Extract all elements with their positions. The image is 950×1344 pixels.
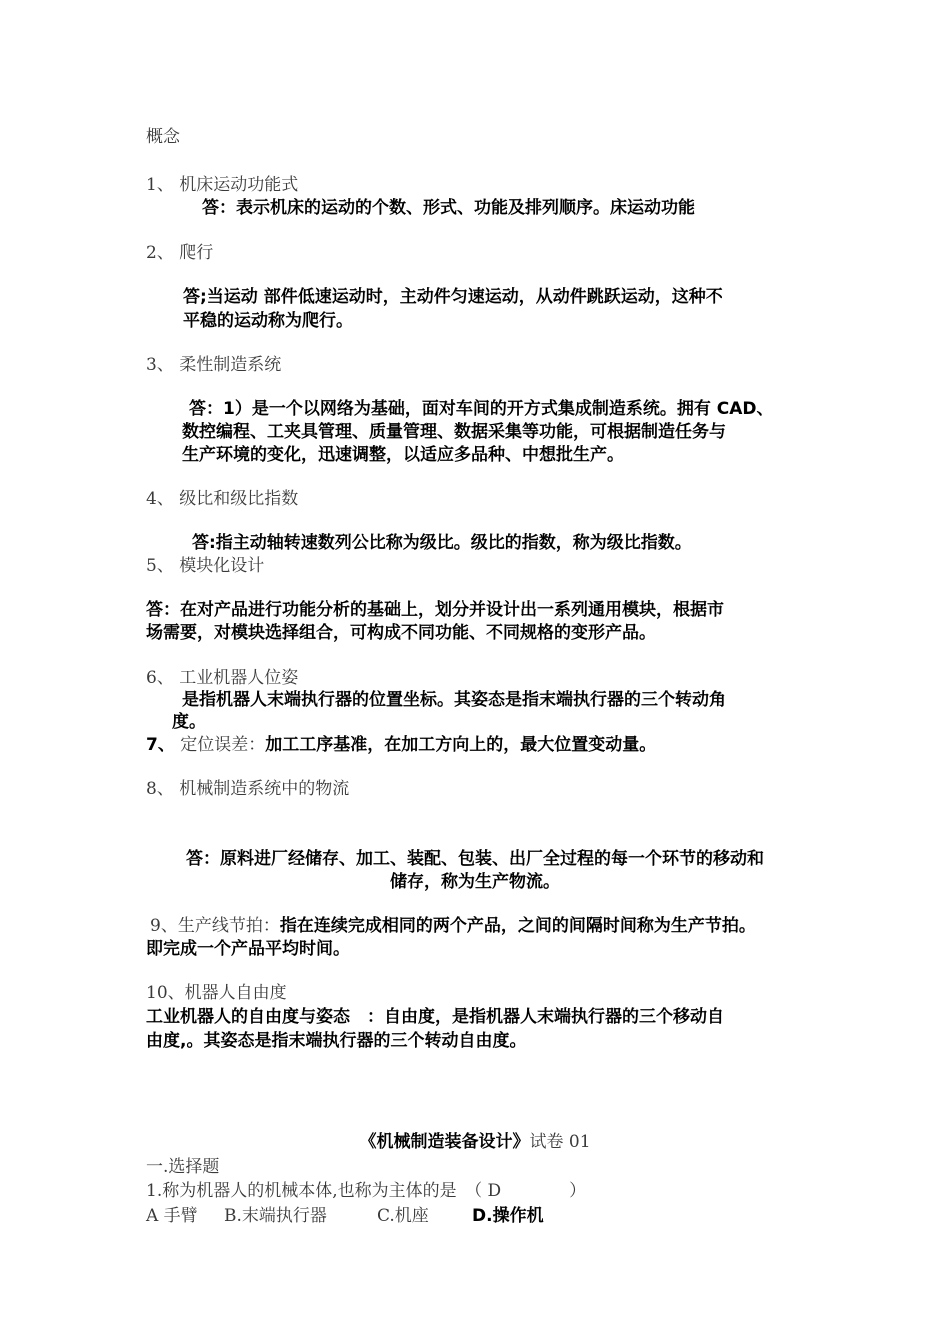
exam-title xyxy=(0,1131,950,1153)
concept-3-answer-line-3: 生产环境的变化，迅速调整，以适应多品种、中想批生产。 xyxy=(182,445,624,465)
concept-7-title: 定位误差： xyxy=(174,735,266,755)
concept-6-answer-line-2: 度。 xyxy=(172,712,206,732)
concept-4-title: 4、 级比和级比指数 xyxy=(146,489,299,509)
concept-9-line-1 xyxy=(150,915,756,937)
section-heading: 概念 xyxy=(146,127,180,147)
concept-5-answer-line-2: 场需要，对模块选择组合，可构成不同功能、不同规格的变形产品。 xyxy=(146,623,656,643)
concept-2-answer-line-2: 平稳的运动称为爬行。 xyxy=(183,311,353,331)
concept-5-answer-line-1: 答：在对产品进行功能分析的基础上，划分并设计出一系列通用模块，根据市 xyxy=(146,600,724,620)
exam-title-main: 《机械制造装备设计》 xyxy=(359,1132,530,1152)
concept-6-answer-line-1: 是指机器人末端执行器的位置坐标。其姿态是指末端执行器的三个转动角 xyxy=(182,690,726,710)
concept-10-answer-line-2: 由度,。其姿态是指末端执行器的三个转动自由度。 xyxy=(146,1031,527,1051)
concept-1-title: 1、 机床运动功能式 xyxy=(146,175,299,195)
concept-7-number: 7、 xyxy=(146,735,175,755)
concept-3-answer-line-2: 数控编程、工夹具管理、质量管理、数据采集等功能，可根据制造任务与 xyxy=(182,422,726,442)
concept-8-answer-line-1: 答：原料进厂经储存、加工、装配、包装、出厂全过程的每一个环节的移动和 xyxy=(186,849,764,869)
concept-9-title: 9、生产线节拍： xyxy=(150,916,280,936)
concept-10-title: 10、机器人自由度 xyxy=(146,983,287,1003)
concept-9-answer-line-1: 指在连续完成相同的两个产品，之间的间隔时间称为生产节拍。 xyxy=(279,916,756,936)
concept-6-title: 6、 工业机器人位姿 xyxy=(146,668,299,688)
concept-3-answer-line-1: 答：1）是一个以网络为基础，面对车间的开方式集成制造系统。拥有 CAD、 xyxy=(189,399,774,419)
concept-1-answer: 答：表示机床的运动的个数、形式、功能及排列顺序。床运动功能 xyxy=(202,198,695,218)
question-1: 1.称为机器人的机械本体,也称为主体的是 （ D ） xyxy=(146,1181,587,1201)
question-1-option-c: C.机座 xyxy=(377,1206,429,1226)
concept-8-answer-line-2: 储存，称为生产物流。 xyxy=(390,872,560,892)
concept-7 xyxy=(146,734,656,756)
concept-7-answer: 加工工序基准，在加工方向上的，最大位置变动量。 xyxy=(265,735,657,755)
exam-title-number: 试卷 01 xyxy=(529,1132,591,1152)
question-1-option-d: D.操作机 xyxy=(472,1206,544,1226)
question-1-option-a: A 手臂 xyxy=(146,1206,198,1226)
concept-9-answer-line-2: 即完成一个产品平均时间。 xyxy=(146,939,350,959)
concept-5-title: 5、 模块化设计 xyxy=(146,556,265,576)
concept-2-title: 2、 爬行 xyxy=(146,243,214,263)
concept-2-answer-line-1: 答;当运动 部件低速运动时，主动件匀速运动，从动件跳跃运动，这种不 xyxy=(183,287,723,307)
exam-section: 一.选择题 xyxy=(146,1157,220,1177)
concept-3-title: 3、 柔性制造系统 xyxy=(146,355,282,375)
concept-10-answer-line-1: 工业机器人的自由度与姿态 ：自由度，是指机器人末端执行器的三个移动自 xyxy=(146,1007,724,1027)
concept-8-title: 8、 机械制造系统中的物流 xyxy=(146,779,350,799)
question-1-option-b: B.末端执行器 xyxy=(224,1206,327,1226)
concept-4-answer: 答:指主动轴转速数列公比称为级比。级比的指数，称为级比指数。 xyxy=(192,533,692,553)
